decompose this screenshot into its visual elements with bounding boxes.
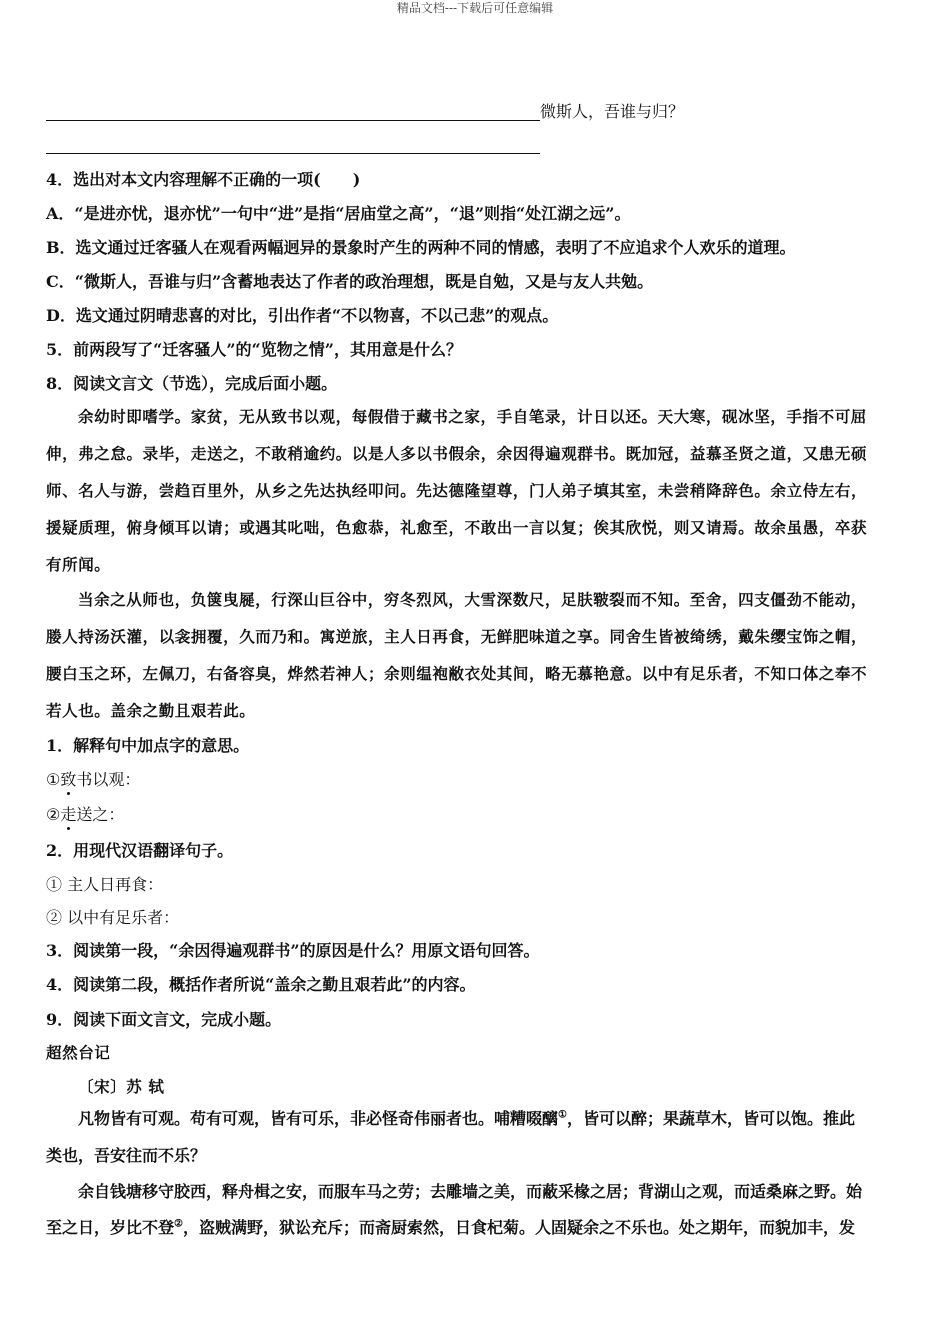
passage-line: 援疑质理，俯身倾耳以请；或遇其叱咄，色愈恭，礼愈至，不敢出一言以复；俟其欣悦，则又请焉。故余虽愚，卒获 <box>46 518 868 537</box>
passage-line: 有所闻。 <box>46 555 111 574</box>
sub-question-1: 1．解释句中加点字的意思。 <box>46 736 250 755</box>
sub-question-1b <box>46 804 906 826</box>
fill-line-text: 微斯人，吾谁与归？ <box>540 102 685 121</box>
option-d: D．选文通过阴晴悲喜的对比，引出作者“不以物喜，不以己悲”的观点。 <box>46 306 559 325</box>
question-4-stem: 4．选出对本文内容理解不正确的一项( ) <box>46 170 361 189</box>
essay-text: 凡物皆有可观。苟有可观，皆有可乐，非必怪奇伟丽者也。哺糟啜醨 <box>78 1109 559 1128</box>
item-text: 书以观： <box>76 770 141 789</box>
essay-line <box>46 1217 906 1239</box>
item-text: 送之： <box>76 805 125 824</box>
passage-line: 腰白玉之环，左佩刀，右备容臭，烨然若神人；余则缊袍敝衣处其间，略无慕艳意。以中有足乐者，不知口体之奉不 <box>46 664 868 683</box>
option-a: A．“是进亦忧，退亦忧”一句中“进”是指“居庙堂之高”，“退”则指“处江湖之远”。 <box>46 204 631 223</box>
sub-question-4: 4．阅读第二段，概括作者所说“盖余之勤且艰若此”的内容。 <box>46 975 476 994</box>
essay-line: 类也，吾安往而不乐？ <box>46 1146 207 1165</box>
section-8-title: 8．阅读文言文（节选），完成后面小题。 <box>46 374 338 393</box>
section-9-title: 9．阅读下面文言文，完成小题。 <box>46 1010 282 1029</box>
footnote-mark: ② <box>174 1218 183 1230</box>
sub-question-1a <box>46 769 906 791</box>
passage-line: 余幼时即嗜学。家贫，无从致书以观，每假借于藏书之家，手自笔录，计日以还。天大寒，砚冰坚，手指不可屈 <box>78 407 867 426</box>
passage-line: 若人也。盖余之勤且艰若此。 <box>46 701 256 720</box>
sub-question-3: 3．阅读第一段，“余因得遍观群书”的原因是什么？用原文语句回答。 <box>46 941 540 960</box>
answer-blank-line[interactable] <box>46 153 540 154</box>
essay-line: 余自钱塘移守胶西，释舟楫之安，而服车马之劳；去雕墙之美，而蔽采椽之居；背湖山之观，而适桑麻之野。始 <box>78 1182 863 1201</box>
item-mark: ② <box>46 805 61 824</box>
dotted-character: 走 <box>60 805 77 824</box>
sub-question-2a: ① 主人日再食： <box>46 875 164 894</box>
essay-text: ，皆可以醉；果蔬草木，皆可以饱。推此 <box>566 1109 855 1128</box>
essay-author: 〔宋〕苏 轼 <box>78 1077 165 1096</box>
sub-question-2: 2．用现代汉语翻译句子。 <box>46 841 234 860</box>
option-b: B．选文通过迁客骚人在观看两幅迥异的景象时产生的两种不同的情感，表明了不应追求个人欢乐的道理。 <box>46 238 796 257</box>
footnote-mark: ① <box>558 1109 567 1121</box>
answer-blank-line[interactable] <box>46 120 540 121</box>
dotted-character: 致 <box>60 770 77 789</box>
sub-question-2b: ② 以中有足乐者： <box>46 908 180 927</box>
passage-line: 伸，弗之怠。录毕，走送之，不敢稍逾约。以是人多以书假余，余因得遍观群书。既加冠，益慕圣贤之道，又患无硕 <box>46 444 868 463</box>
question-5: 5．前两段写了“迁客骚人”的“览物之情”，其用意是什么？ <box>46 340 462 359</box>
passage-line: 当余之从师也，负箧曳屣，行深山巨谷中，穷冬烈风，大雪深数尺，足肤皲裂而不知。至舍，四支僵劲不能动， <box>78 590 867 609</box>
essay-text: ，盗贼满野，狱讼充斥；而斋厨索然，日食杞菊。人固疑余之不乐也。处之期年，而貌加丰，发 <box>182 1218 855 1237</box>
option-c: C．“微斯人，吾谁与归”含蓄地表达了作者的政治理想，既是自勉，又是与友人共勉。 <box>46 272 654 291</box>
essay-text: 至之日，岁比不登 <box>46 1218 175 1237</box>
passage-line: 媵人持汤沃灌，以衾拥覆，久而乃和。寓逆旅，主人日再食，无鲜肥味道之享。同舍生皆被绮绣，戴朱缨宝饰之帽， <box>46 627 868 646</box>
essay-line <box>78 1108 938 1130</box>
page-header: 精品文档---下载后可任意编辑 <box>396 1 554 15</box>
item-mark: ① <box>46 770 61 789</box>
passage-line: 师、名人与游，尝趋百里外，从乡之先达执经叩问。先达德隆望尊，门人弟子填其室，未尝稍降辞色。余立侍左右， <box>46 481 868 500</box>
essay-title: 超然台记 <box>46 1043 111 1062</box>
